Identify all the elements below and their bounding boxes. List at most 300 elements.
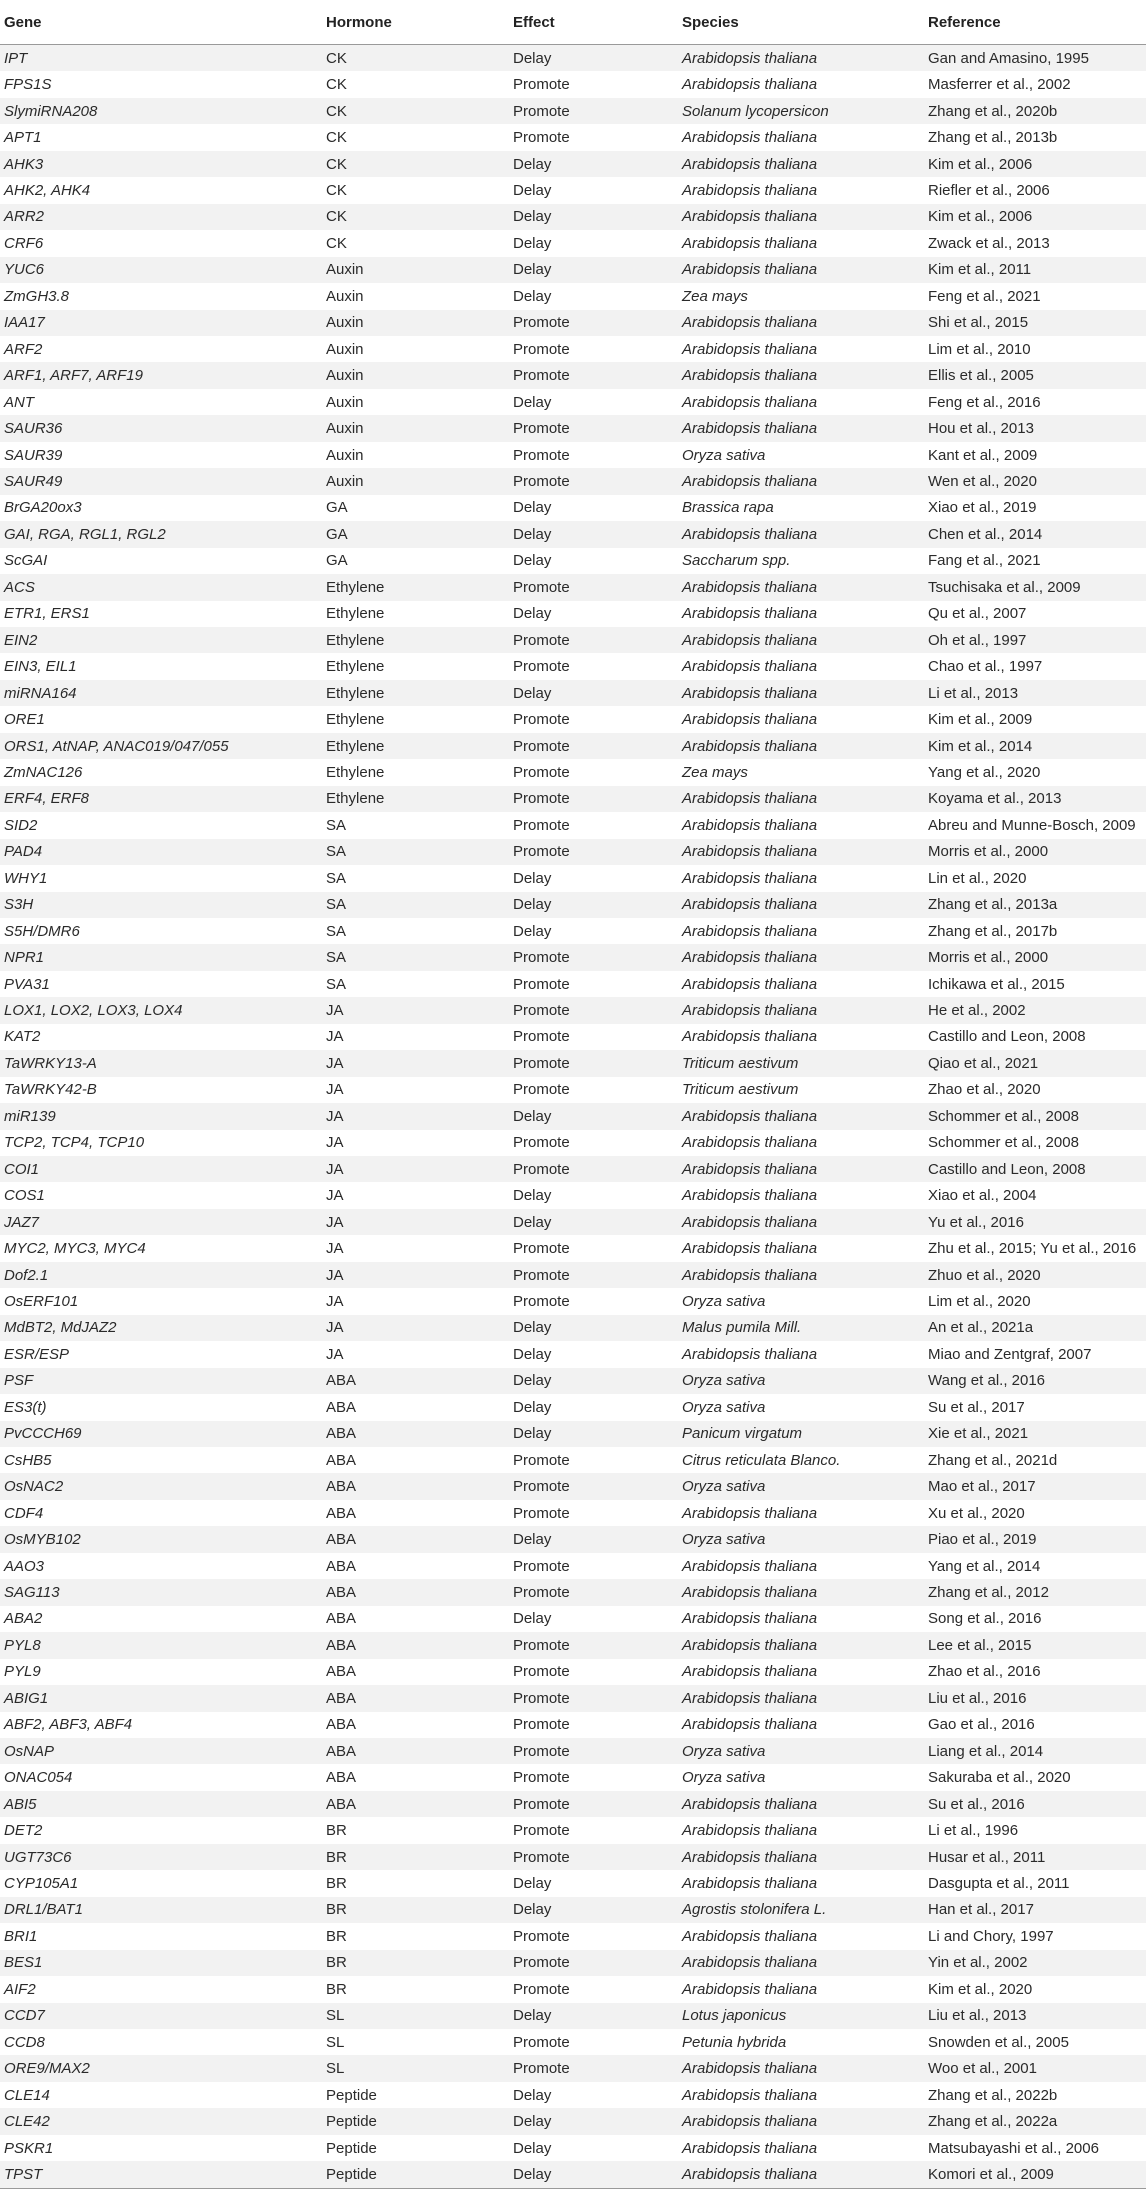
cell-species: Arabidopsis thaliana <box>678 1950 924 1976</box>
cell-hormone: CK <box>322 151 509 177</box>
table-row <box>0 944 1146 970</box>
cell-hormone: ABA <box>322 1791 509 1817</box>
cell-species: Zea mays <box>678 283 924 309</box>
cell-gene: ABI5 <box>0 1791 322 1817</box>
table-row <box>0 680 1146 706</box>
cell-hormone: Peptide <box>322 2161 509 2188</box>
cell-gene: PSKR1 <box>0 2135 322 2161</box>
cell-hormone: SL <box>322 2055 509 2081</box>
table-row <box>0 1817 1146 1843</box>
cell-hormone: ABA <box>322 1526 509 1552</box>
table-row <box>0 548 1146 574</box>
cell-effect: Delay <box>509 2082 678 2108</box>
cell-species: Arabidopsis thaliana <box>678 1632 924 1658</box>
cell-reference: Liu et al., 2016 <box>924 1685 1146 1711</box>
cell-effect: Promote <box>509 1659 678 1685</box>
cell-hormone: ABA <box>322 1447 509 1473</box>
cell-reference: Schommer et al., 2008 <box>924 1103 1146 1129</box>
cell-gene: EIN3, EIL1 <box>0 653 322 679</box>
cell-reference: Zhang et al., 2013a <box>924 892 1146 918</box>
cell-effect: Promote <box>509 839 678 865</box>
table-row <box>0 468 1146 494</box>
cell-hormone: Ethylene <box>322 759 509 785</box>
cell-gene: TCP2, TCP4, TCP10 <box>0 1130 322 1156</box>
cell-hormone: JA <box>322 1050 509 1076</box>
cell-species: Arabidopsis thaliana <box>678 1182 924 1208</box>
cell-species: Oryza sativa <box>678 1473 924 1499</box>
cell-species: Arabidopsis thaliana <box>678 1553 924 1579</box>
cell-gene: JAZ7 <box>0 1209 322 1235</box>
cell-species: Citrus reticulata Blanco. <box>678 1447 924 1473</box>
cell-effect: Promote <box>509 1553 678 1579</box>
cell-hormone: Auxin <box>322 415 509 441</box>
cell-gene: ORE9/MAX2 <box>0 2055 322 2081</box>
cell-hormone: CK <box>322 230 509 256</box>
cell-species: Arabidopsis thaliana <box>678 1024 924 1050</box>
cell-reference: Abreu and Munne-Bosch, 2009 <box>924 812 1146 838</box>
table-row <box>0 1368 1146 1394</box>
cell-hormone: SA <box>322 918 509 944</box>
table-row <box>0 1791 1146 1817</box>
cell-effect: Promote <box>509 1738 678 1764</box>
cell-effect: Delay <box>509 1421 678 1447</box>
cell-hormone: JA <box>322 1341 509 1367</box>
cell-effect: Delay <box>509 1526 678 1552</box>
cell-species: Triticum aestivum <box>678 1077 924 1103</box>
cell-gene: SAUR49 <box>0 468 322 494</box>
cell-gene: miRNA164 <box>0 680 322 706</box>
cell-gene: TaWRKY13-A <box>0 1050 322 1076</box>
cell-hormone: ABA <box>322 1500 509 1526</box>
cell-effect: Promote <box>509 468 678 494</box>
cell-effect: Promote <box>509 1579 678 1605</box>
cell-gene: COS1 <box>0 1182 322 1208</box>
cell-gene: WHY1 <box>0 865 322 891</box>
cell-gene: PSF <box>0 1368 322 1394</box>
cell-species: Arabidopsis thaliana <box>678 653 924 679</box>
cell-reference: Zhang et al., 2012 <box>924 1579 1146 1605</box>
cell-reference: Zhao et al., 2016 <box>924 1659 1146 1685</box>
cell-effect: Delay <box>509 548 678 574</box>
cell-species: Arabidopsis thaliana <box>678 2082 924 2108</box>
cell-species: Arabidopsis thaliana <box>678 2161 924 2188</box>
table-row <box>0 1473 1146 1499</box>
table-row <box>0 812 1146 838</box>
cell-hormone: JA <box>322 1103 509 1129</box>
cell-hormone: Auxin <box>322 310 509 336</box>
cell-reference: Miao and Zentgraf, 2007 <box>924 1341 1146 1367</box>
cell-effect: Promote <box>509 2055 678 2081</box>
cell-effect: Delay <box>509 2003 678 2029</box>
cell-effect: Promote <box>509 1447 678 1473</box>
cell-effect: Delay <box>509 283 678 309</box>
cell-gene: TaWRKY42-B <box>0 1077 322 1103</box>
cell-gene: OsERF101 <box>0 1288 322 1314</box>
cell-gene: SID2 <box>0 812 322 838</box>
cell-effect: Delay <box>509 892 678 918</box>
cell-reference: Chao et al., 1997 <box>924 653 1146 679</box>
table-row <box>0 1288 1146 1314</box>
table-row <box>0 892 1146 918</box>
cell-effect: Promote <box>509 1817 678 1843</box>
table-row <box>0 786 1146 812</box>
cell-species: Arabidopsis thaliana <box>678 1103 924 1129</box>
cell-hormone: Auxin <box>322 336 509 362</box>
cell-gene: ScGAI <box>0 548 322 574</box>
cell-effect: Delay <box>509 1368 678 1394</box>
table-row <box>0 1632 1146 1658</box>
table-row <box>0 1447 1146 1473</box>
cell-species: Zea mays <box>678 759 924 785</box>
cell-effect: Delay <box>509 389 678 415</box>
table-row <box>0 442 1146 468</box>
cell-hormone: BR <box>322 1976 509 2002</box>
cell-species: Arabidopsis thaliana <box>678 706 924 732</box>
cell-hormone: Ethylene <box>322 733 509 759</box>
cell-hormone: Auxin <box>322 283 509 309</box>
table-row <box>0 1103 1146 1129</box>
cell-species: Arabidopsis thaliana <box>678 389 924 415</box>
cell-species: Arabidopsis thaliana <box>678 865 924 891</box>
cell-effect: Promote <box>509 627 678 653</box>
cell-effect: Delay <box>509 1394 678 1420</box>
cell-gene: DRL1/BAT1 <box>0 1897 322 1923</box>
cell-species: Arabidopsis thaliana <box>678 971 924 997</box>
cell-hormone: SL <box>322 2003 509 2029</box>
cell-reference: Su et al., 2017 <box>924 1394 1146 1420</box>
cell-reference: Kim et al., 2011 <box>924 257 1146 283</box>
cell-hormone: JA <box>322 1262 509 1288</box>
cell-hormone: ABA <box>322 1368 509 1394</box>
cell-gene: PVA31 <box>0 971 322 997</box>
table-row <box>0 1394 1146 1420</box>
cell-hormone: Auxin <box>322 257 509 283</box>
cell-hormone: SA <box>322 944 509 970</box>
cell-effect: Delay <box>509 865 678 891</box>
cell-gene: ORE1 <box>0 706 322 732</box>
cell-gene: SlymiRNA208 <box>0 98 322 124</box>
cell-reference: Qiao et al., 2021 <box>924 1050 1146 1076</box>
cell-hormone: CK <box>322 98 509 124</box>
cell-gene: IAA17 <box>0 310 322 336</box>
cell-gene: SAUR39 <box>0 442 322 468</box>
cell-species: Arabidopsis thaliana <box>678 680 924 706</box>
cell-gene: CLE14 <box>0 2082 322 2108</box>
cell-effect: Delay <box>509 45 678 72</box>
table-row <box>0 1526 1146 1552</box>
table-row <box>0 521 1146 547</box>
cell-reference: Wen et al., 2020 <box>924 468 1146 494</box>
table-row <box>0 2003 1146 2029</box>
table-row <box>0 2135 1146 2161</box>
cell-species: Arabidopsis thaliana <box>678 521 924 547</box>
cell-reference: Morris et al., 2000 <box>924 839 1146 865</box>
cell-hormone: ABA <box>322 1659 509 1685</box>
cell-reference: Feng et al., 2016 <box>924 389 1146 415</box>
table-row <box>0 1235 1146 1261</box>
cell-gene: MYC2, MYC3, MYC4 <box>0 1235 322 1261</box>
header-row <box>0 0 1146 45</box>
cell-effect: Promote <box>509 759 678 785</box>
table-row <box>0 839 1146 865</box>
cell-species: Arabidopsis thaliana <box>678 1130 924 1156</box>
cell-reference: Zhang et al., 2020b <box>924 98 1146 124</box>
table-row <box>0 336 1146 362</box>
cell-reference: Feng et al., 2021 <box>924 283 1146 309</box>
table-row <box>0 1050 1146 1076</box>
cell-reference: Castillo and Leon, 2008 <box>924 1024 1146 1050</box>
cell-hormone: SL <box>322 2029 509 2055</box>
cell-hormone: GA <box>322 495 509 521</box>
cell-species: Oryza sativa <box>678 1288 924 1314</box>
cell-reference: Xiao et al., 2019 <box>924 495 1146 521</box>
cell-hormone: ABA <box>322 1579 509 1605</box>
cell-hormone: BR <box>322 1817 509 1843</box>
cell-effect: Delay <box>509 257 678 283</box>
cell-reference: Tsuchisaka et al., 2009 <box>924 574 1146 600</box>
table-row <box>0 1315 1146 1341</box>
cell-reference: Mao et al., 2017 <box>924 1473 1146 1499</box>
header-hormone: Hormone <box>322 0 509 45</box>
cell-reference: Matsubayashi et al., 2006 <box>924 2135 1146 2161</box>
cell-gene: ESR/ESP <box>0 1341 322 1367</box>
cell-gene: CCD8 <box>0 2029 322 2055</box>
cell-reference: Kant et al., 2009 <box>924 442 1146 468</box>
cell-species: Panicum virgatum <box>678 1421 924 1447</box>
cell-species: Agrostis stolonifera L. <box>678 1897 924 1923</box>
table-row <box>0 1182 1146 1208</box>
cell-effect: Delay <box>509 1341 678 1367</box>
cell-gene: CYP105A1 <box>0 1870 322 1896</box>
table-row <box>0 45 1146 72</box>
cell-gene: COI1 <box>0 1156 322 1182</box>
cell-effect: Promote <box>509 362 678 388</box>
cell-species: Arabidopsis thaliana <box>678 944 924 970</box>
cell-hormone: ABA <box>322 1553 509 1579</box>
cell-species: Oryza sativa <box>678 1368 924 1394</box>
cell-effect: Promote <box>509 786 678 812</box>
table-row <box>0 1685 1146 1711</box>
cell-gene: GAI, RGA, RGL1, RGL2 <box>0 521 322 547</box>
cell-reference: Ichikawa et al., 2015 <box>924 971 1146 997</box>
cell-species: Arabidopsis thaliana <box>678 1923 924 1949</box>
cell-effect: Promote <box>509 1712 678 1738</box>
cell-effect: Promote <box>509 1764 678 1790</box>
cell-effect: Delay <box>509 1209 678 1235</box>
cell-effect: Promote <box>509 1288 678 1314</box>
cell-species: Arabidopsis thaliana <box>678 71 924 97</box>
cell-hormone: CK <box>322 124 509 150</box>
cell-species: Arabidopsis thaliana <box>678 812 924 838</box>
cell-hormone: CK <box>322 177 509 203</box>
cell-hormone: SA <box>322 892 509 918</box>
cell-hormone: GA <box>322 548 509 574</box>
table-row <box>0 1923 1146 1949</box>
cell-reference: Liu et al., 2013 <box>924 2003 1146 2029</box>
cell-effect: Delay <box>509 2108 678 2134</box>
table-row <box>0 1764 1146 1790</box>
cell-effect: Promote <box>509 1500 678 1526</box>
cell-effect: Delay <box>509 918 678 944</box>
cell-effect: Promote <box>509 415 678 441</box>
cell-species: Arabidopsis thaliana <box>678 415 924 441</box>
table-row <box>0 971 1146 997</box>
cell-gene: OsNAP <box>0 1738 322 1764</box>
cell-species: Arabidopsis thaliana <box>678 786 924 812</box>
cell-gene: PAD4 <box>0 839 322 865</box>
cell-reference: Song et al., 2016 <box>924 1606 1146 1632</box>
cell-hormone: SA <box>322 865 509 891</box>
cell-effect: Delay <box>509 1606 678 1632</box>
cell-effect: Promote <box>509 1262 678 1288</box>
cell-gene: SAUR36 <box>0 415 322 441</box>
table-row <box>0 2055 1146 2081</box>
cell-reference: Yang et al., 2020 <box>924 759 1146 785</box>
header-reference: Reference <box>924 0 1146 45</box>
cell-reference: Han et al., 2017 <box>924 1897 1146 1923</box>
table-row <box>0 389 1146 415</box>
cell-species: Arabidopsis thaliana <box>678 1976 924 2002</box>
table-row <box>0 1659 1146 1685</box>
table-row <box>0 415 1146 441</box>
cell-hormone: BR <box>322 1923 509 1949</box>
cell-gene: OsMYB102 <box>0 1526 322 1552</box>
cell-hormone: Ethylene <box>322 680 509 706</box>
cell-effect: Delay <box>509 680 678 706</box>
cell-gene: OsNAC2 <box>0 1473 322 1499</box>
cell-gene: UGT73C6 <box>0 1844 322 1870</box>
cell-gene: MdBT2, MdJAZ2 <box>0 1315 322 1341</box>
cell-gene: SAG113 <box>0 1579 322 1605</box>
cell-gene: CCD7 <box>0 2003 322 2029</box>
cell-hormone: Ethylene <box>322 653 509 679</box>
cell-species: Saccharum spp. <box>678 548 924 574</box>
header-species: Species <box>678 0 924 45</box>
table-row <box>0 283 1146 309</box>
cell-effect: Promote <box>509 1844 678 1870</box>
cell-gene: IPT <box>0 45 322 72</box>
table-body <box>0 45 1146 2189</box>
cell-hormone: Peptide <box>322 2082 509 2108</box>
cell-gene: PYL9 <box>0 1659 322 1685</box>
cell-effect: Promote <box>509 1130 678 1156</box>
cell-hormone: Peptide <box>322 2108 509 2134</box>
table-row <box>0 124 1146 150</box>
cell-reference: Shi et al., 2015 <box>924 310 1146 336</box>
cell-hormone: JA <box>322 1235 509 1261</box>
table-row <box>0 918 1146 944</box>
table-row <box>0 1024 1146 1050</box>
cell-hormone: Auxin <box>322 389 509 415</box>
cell-hormone: ABA <box>322 1738 509 1764</box>
cell-species: Arabidopsis thaliana <box>678 1262 924 1288</box>
cell-reference: Lee et al., 2015 <box>924 1632 1146 1658</box>
cell-hormone: CK <box>322 71 509 97</box>
cell-species: Arabidopsis thaliana <box>678 918 924 944</box>
cell-effect: Delay <box>509 204 678 230</box>
cell-effect: Delay <box>509 1103 678 1129</box>
table-row <box>0 1156 1146 1182</box>
cell-effect: Promote <box>509 997 678 1023</box>
cell-gene: ZmGH3.8 <box>0 283 322 309</box>
cell-effect: Promote <box>509 1156 678 1182</box>
cell-hormone: JA <box>322 1288 509 1314</box>
cell-hormone: ABA <box>322 1764 509 1790</box>
cell-gene: ACS <box>0 574 322 600</box>
cell-reference: Husar et al., 2011 <box>924 1844 1146 1870</box>
cell-species: Solanum lycopersicon <box>678 98 924 124</box>
cell-effect: Promote <box>509 2029 678 2055</box>
cell-hormone: JA <box>322 1209 509 1235</box>
cell-effect: Promote <box>509 971 678 997</box>
cell-effect: Promote <box>509 1050 678 1076</box>
cell-gene: ES3(t) <box>0 1394 322 1420</box>
cell-gene: CDF4 <box>0 1500 322 1526</box>
table-row <box>0 997 1146 1023</box>
cell-species: Arabidopsis thaliana <box>678 257 924 283</box>
cell-gene: DET2 <box>0 1817 322 1843</box>
cell-effect: Promote <box>509 653 678 679</box>
cell-reference: Liang et al., 2014 <box>924 1738 1146 1764</box>
table-row <box>0 1077 1146 1103</box>
cell-reference: Sakuraba et al., 2020 <box>924 1764 1146 1790</box>
cell-species: Oryza sativa <box>678 1738 924 1764</box>
cell-species: Arabidopsis thaliana <box>678 1156 924 1182</box>
cell-hormone: ABA <box>322 1712 509 1738</box>
cell-reference: Li et al., 1996 <box>924 1817 1146 1843</box>
table-row <box>0 98 1146 124</box>
cell-effect: Promote <box>509 98 678 124</box>
cell-reference: Kim et al., 2009 <box>924 706 1146 732</box>
cell-reference: Kim et al., 2006 <box>924 204 1146 230</box>
cell-hormone: Ethylene <box>322 574 509 600</box>
table-row <box>0 601 1146 627</box>
cell-reference: An et al., 2021a <box>924 1315 1146 1341</box>
cell-reference: Snowden et al., 2005 <box>924 2029 1146 2055</box>
cell-hormone: ABA <box>322 1421 509 1447</box>
table-row <box>0 653 1146 679</box>
cell-hormone: JA <box>322 1156 509 1182</box>
cell-gene: FPS1S <box>0 71 322 97</box>
cell-reference: Zhao et al., 2020 <box>924 1077 1146 1103</box>
cell-effect: Delay <box>509 1897 678 1923</box>
cell-species: Arabidopsis thaliana <box>678 1579 924 1605</box>
cell-hormone: JA <box>322 997 509 1023</box>
cell-reference: Xie et al., 2021 <box>924 1421 1146 1447</box>
cell-effect: Delay <box>509 1182 678 1208</box>
cell-reference: Castillo and Leon, 2008 <box>924 1156 1146 1182</box>
cell-reference: Hou et al., 2013 <box>924 415 1146 441</box>
cell-effect: Delay <box>509 1315 678 1341</box>
table-row <box>0 1579 1146 1605</box>
cell-effect: Promote <box>509 310 678 336</box>
cell-species: Lotus japonicus <box>678 2003 924 2029</box>
table-row <box>0 627 1146 653</box>
cell-hormone: SA <box>322 971 509 997</box>
cell-hormone: ABA <box>322 1473 509 1499</box>
cell-hormone: CK <box>322 204 509 230</box>
cell-gene: PvCCCH69 <box>0 1421 322 1447</box>
cell-gene: CLE42 <box>0 2108 322 2134</box>
cell-species: Arabidopsis thaliana <box>678 627 924 653</box>
cell-reference: Wang et al., 2016 <box>924 1368 1146 1394</box>
cell-reference: Koyama et al., 2013 <box>924 786 1146 812</box>
table-row <box>0 362 1146 388</box>
cell-species: Arabidopsis thaliana <box>678 1500 924 1526</box>
cell-gene: miR139 <box>0 1103 322 1129</box>
cell-gene: APT1 <box>0 124 322 150</box>
table-row <box>0 1341 1146 1367</box>
